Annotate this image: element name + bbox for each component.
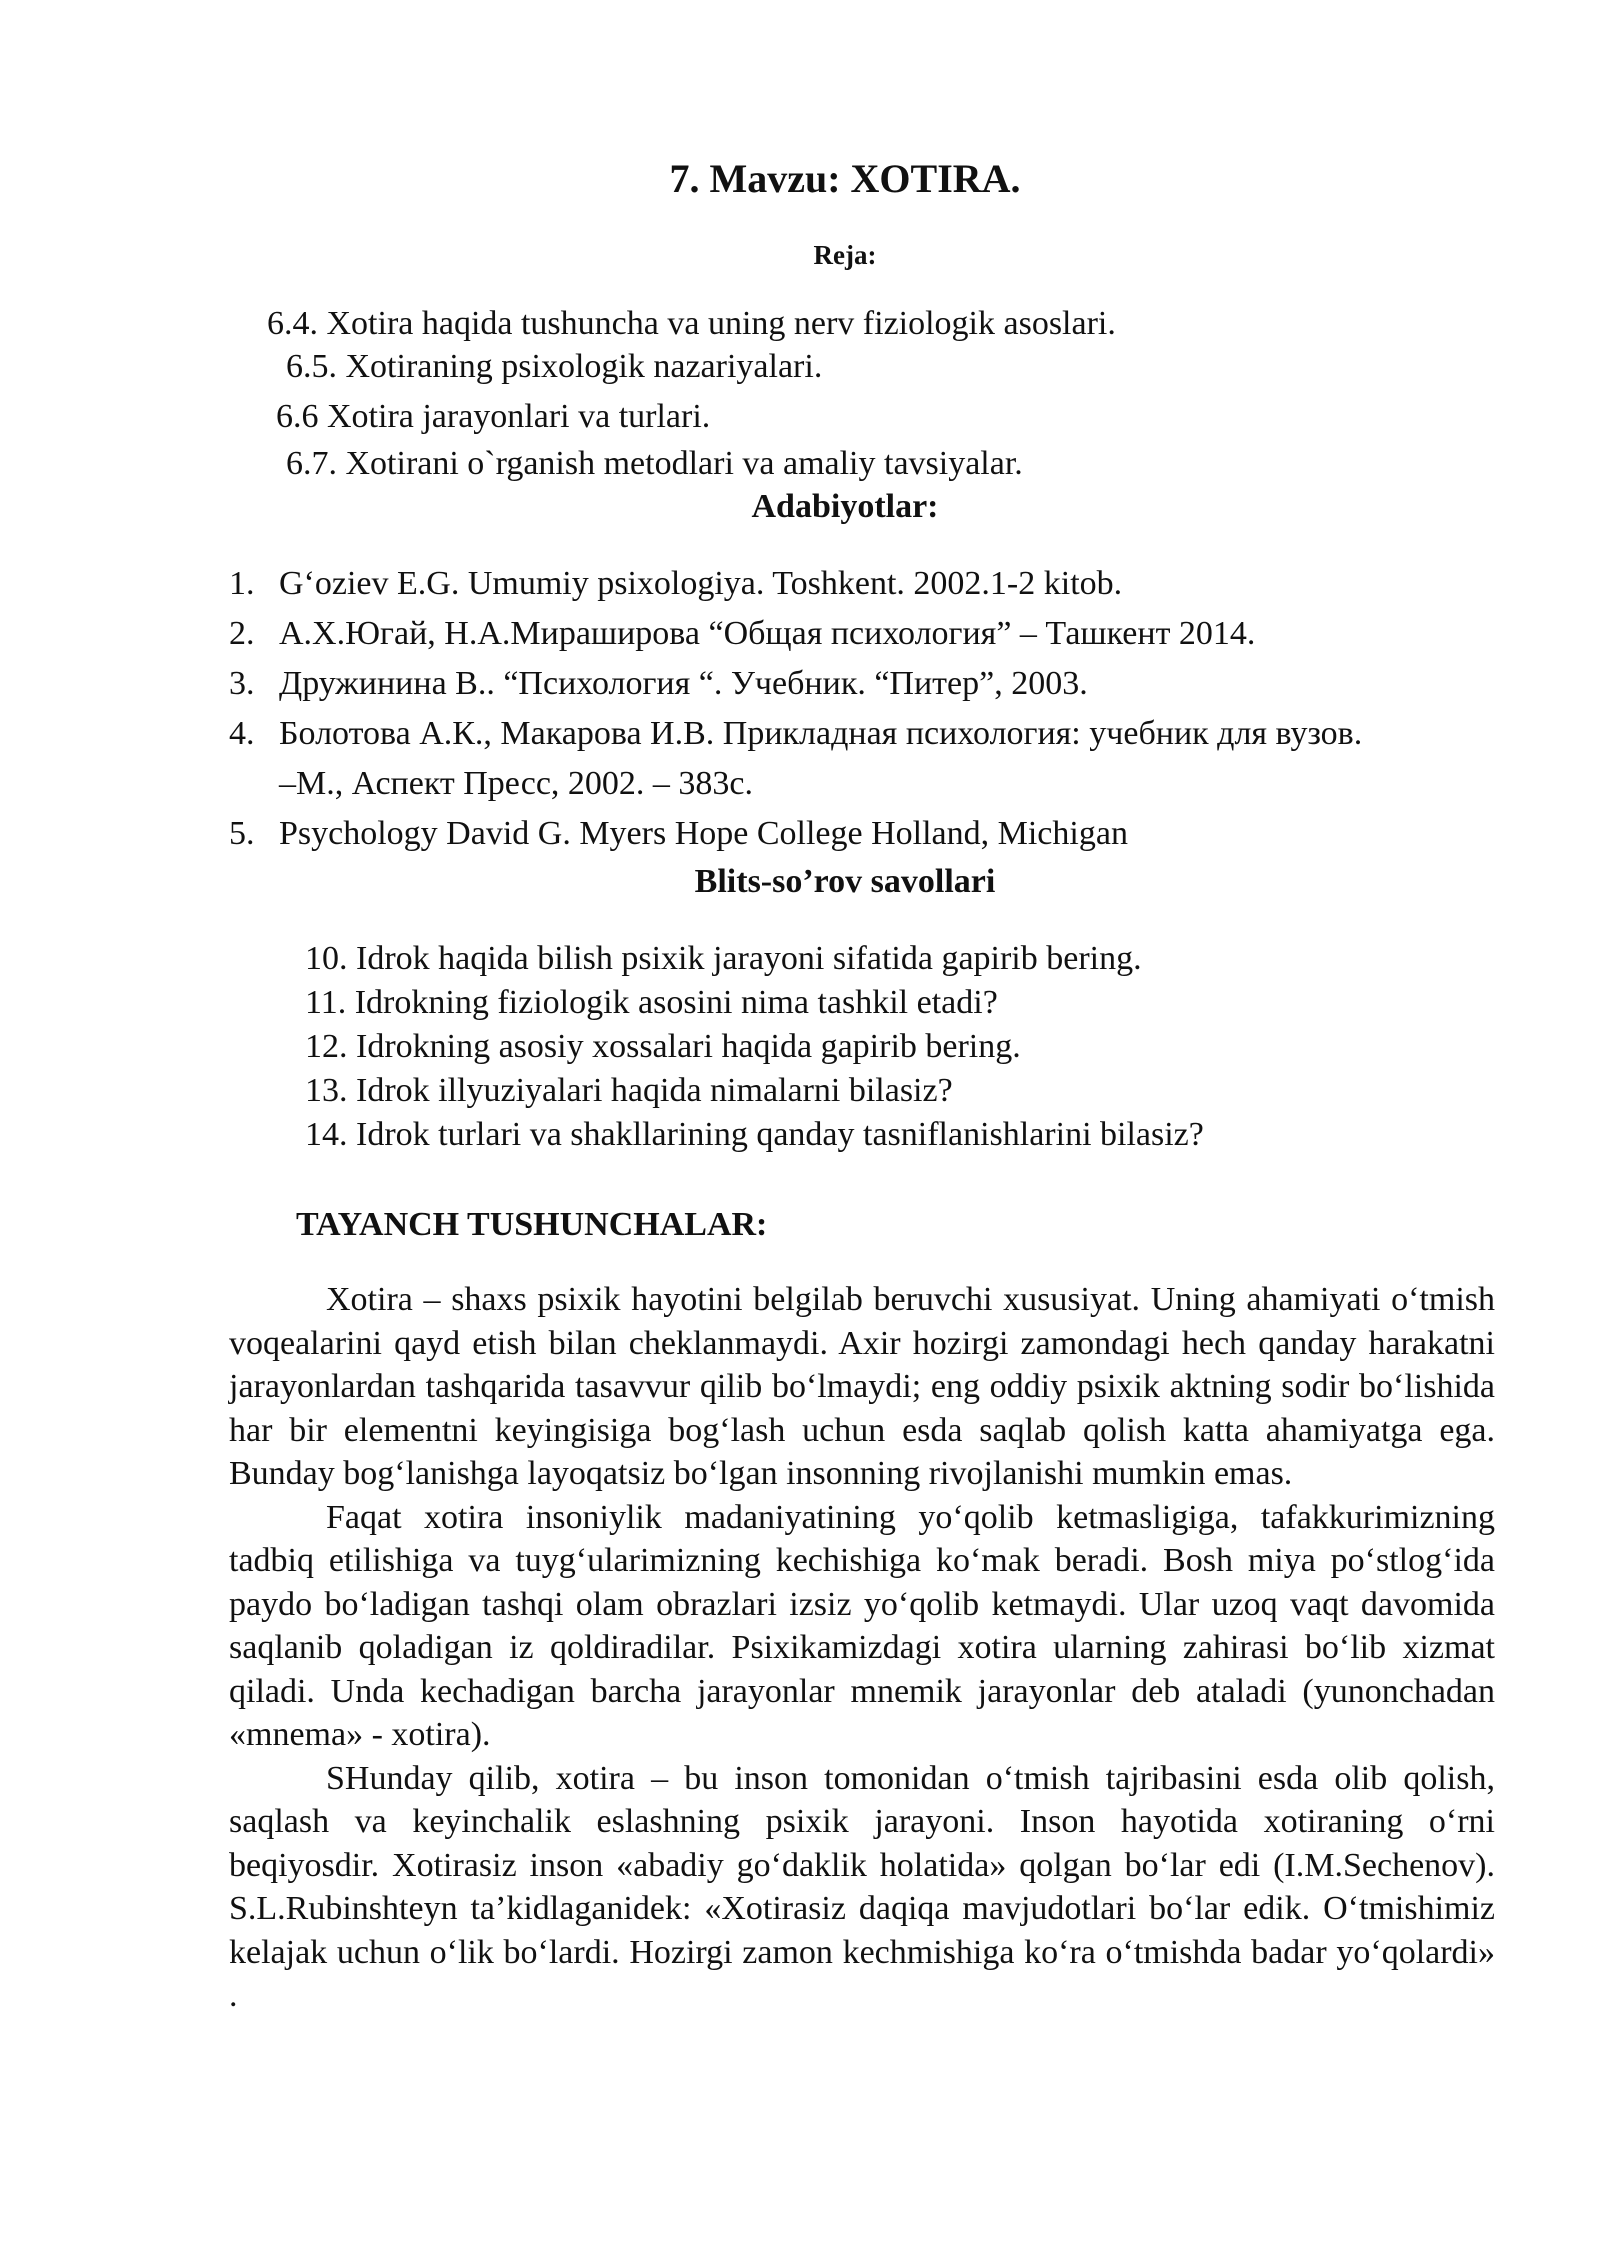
question-item: 11. Idrokning fiziologik asosini nima tashkil etadi? (305, 984, 998, 1021)
paragraph: Xotira – shaxs psixik hayotini belgilab beruvchi xususiyat. Uning ahamiyati o‘tmish voqealarini qayd etish bilan cheklanmaydi. Axir hozirgi zamondagi hech qanday harakatni jarayonlardan tashqarida tasavvur qilib bo‘lmaydi; eng oddiy psixik aktning sodir bo‘lishida har bir elementni keyingisiga bog‘lash uchun esda saqlab qolish katta ahamiyatga ega. Bunday bog‘lanishga layoqatsiz bo‘lgan insonning rivojlanishi mumkin emas. (229, 1281, 1495, 1492)
literature-number: 2. (229, 615, 255, 652)
paragraph: SHunday qilib, xotira – bu inson tomonidan o‘tmish tajribasini esda olib qolish, saqlash va keyinchalik eslashning psixik jarayoni. Inson hayotida xotiraning o‘rni beqiyosdir. Xotirasiz inson «abadiy go‘daklik holatida» qolgan bo‘lar edi (I.M.Sechenov). S.L.Rubinshteyn ta’kidlaganidek: «Xotirasiz daqiqa mavjudotlari bo‘lar edik. O‘tmishimiz kelajak uchun o‘lik bo‘lardi. Hozirgi zamon kechmishiga ko‘ra o‘tmishda badar yo‘qolardi» . (229, 1759, 1495, 2014)
plan-label: Reja: (813, 240, 877, 270)
question-item: 12. Idrokning asosiy xossalari haqida gapirib bering. (305, 1028, 1021, 1065)
literature-heading: Adabiyotlar: (751, 488, 939, 525)
literature-text: Psychology David G. Myers Hope College Holland, Michigan (279, 815, 1128, 852)
literature-text: Болотова А.К., Макарова И.В. Прикладная психология: учебник для вузов. (279, 715, 1363, 752)
paragraph: Faqat xotira insoniylik madaniyatining yo‘qolib ketmasligiga, tafakkurimizning tadbiq etilishiga va tuyg‘ularimizning kechishiga ko‘mak beradi. Bosh miya po‘stlog‘ida paydo bo‘ladigan tashqi olam obrazlari izsiz yo‘qolib ketmaydi. Ular uzoq vaqt davomida saqlanib qoladigan iz qoldiradilar. Psixikamizdagi xotira ularning zahirasi bo‘lib xizmat qiladi. Unda kechadigan barcha jarayonlar mnemik jarayonlar deb ataladi (yunonchadan «mnema» - xotira). (229, 1498, 1495, 1753)
key-concepts-heading: TAYANCH TUSHUNCHALAR: (296, 1206, 768, 1243)
question-item: 14. Idrok turlari va shakllarining qanday tasniflanishlarini bilasiz? (305, 1116, 1204, 1153)
literature-text: А.Х.Югай, Н.А.Мираширова “Общая психология” – Ташкент 2014. (279, 615, 1256, 652)
page-title: 7. Mavzu: XOTIRA. (669, 156, 1021, 201)
question-item: 10. Idrok haqida bilish psixik jarayoni sifatida gapirib bering. (305, 940, 1142, 977)
plan-item: 6.7. Xotirani o`rganish metodlari va amaliy tavsiyalar. (286, 445, 1023, 482)
literature-number: 5. (229, 815, 255, 852)
literature-text: Дружинина В.. “Психология “. Учебник. “Питер”, 2003. (279, 665, 1088, 702)
question-item: 13. Idrok illyuziyalari haqida nimalarni bilasiz? (305, 1072, 953, 1109)
plan-item: 6.4. Xotira haqida tushuncha va uning nerv fiziologik asoslari. (267, 305, 1116, 342)
body-text (229, 1278, 1495, 2018)
literature-number: 4. (229, 715, 255, 752)
literature-text: –М., Аспект Пресс, 2002. – 383с. (279, 765, 754, 802)
questions-heading: Blits-so’rov savollari (694, 863, 996, 900)
plan-item: 6.6 Xotira jarayonlari va turlari. (276, 398, 711, 435)
literature-number: 1. (229, 565, 255, 602)
literature-text: G‘oziev E.G. Umumiy psixologiya. Toshkent. 2002.1-2 kitob. (279, 565, 1123, 602)
literature-number: 3. (229, 665, 255, 702)
plan-item: 6.5. Xotiraning psixologik nazariyalari. (286, 348, 823, 385)
